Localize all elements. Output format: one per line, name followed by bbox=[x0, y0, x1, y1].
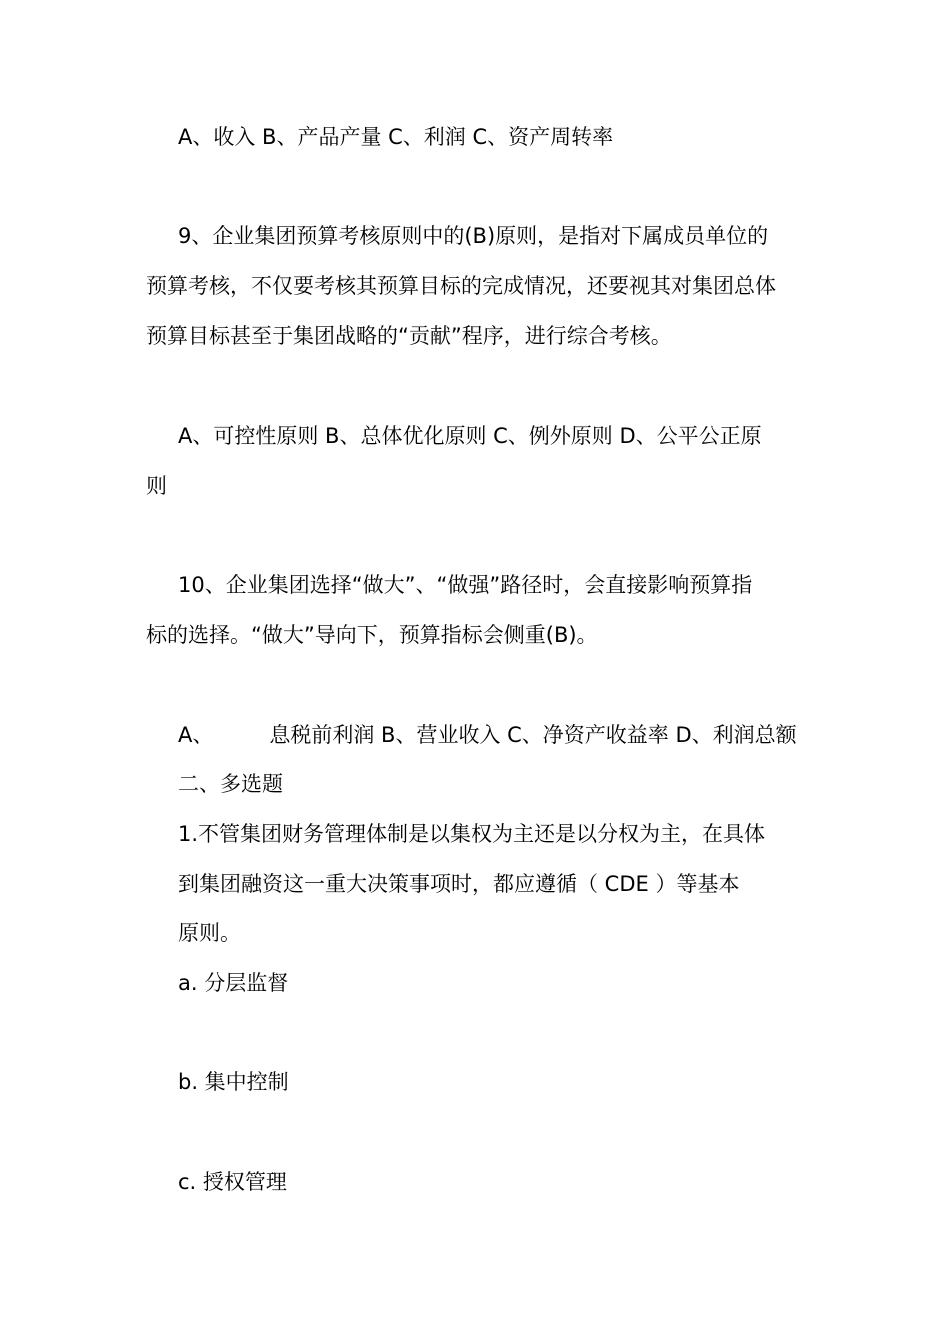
q9-text-line-3: 预算目标甚至于集团战略的“贡献”程序，进行综合考核。 bbox=[146, 324, 672, 348]
q8-options: A、收入 B、产品产量 C、利润 C、资产周转率 bbox=[178, 125, 614, 149]
mq1-text-line-3: 原则。 bbox=[178, 921, 241, 945]
q10-options-rest: 息税前利润 B、营业收入 C、净资产收益率 D、利润总额 bbox=[269, 723, 797, 747]
q10-option-a-prefix: A、 bbox=[178, 723, 214, 747]
q9-text-line-2: 预算考核，不仅要考核其预算目标的完成情况，还要视其对集团总体 bbox=[146, 274, 776, 298]
mq1-option-c: c. 授权管理 bbox=[178, 1170, 287, 1194]
mq1-option-a: a. 分层监督 bbox=[178, 971, 289, 995]
section-heading-multiple-choice: 二、多选题 bbox=[178, 772, 283, 796]
q10-text-line-1: 10、企业集团选择“做大”、“做强”路径时，会直接影响预算指 bbox=[178, 573, 753, 597]
mq1-text-line-2: 到集团融资这一重大决策事项时，都应遵循（ CDE ）等基本 bbox=[178, 872, 740, 896]
mq1-text-line-1: 1.不管集团财务管理体制是以集权为主还是以分权为主，在具体 bbox=[178, 822, 766, 846]
q9-text-line-1: 9、企业集团预算考核原则中的(B)原则，是指对下属成员单位的 bbox=[178, 224, 769, 248]
mq1-option-b: b. 集中控制 bbox=[178, 1070, 289, 1094]
q10-text-line-2: 标的选择。“做大”导向下，预算指标会侧重(B)。 bbox=[146, 623, 598, 647]
q9-options-line-1: A、可控性原则 B、总体优化原则 C、例外原则 D、公平公正原 bbox=[178, 424, 762, 448]
q10-options bbox=[0, 720, 950, 750]
q9-options-line-2: 则 bbox=[146, 474, 167, 498]
